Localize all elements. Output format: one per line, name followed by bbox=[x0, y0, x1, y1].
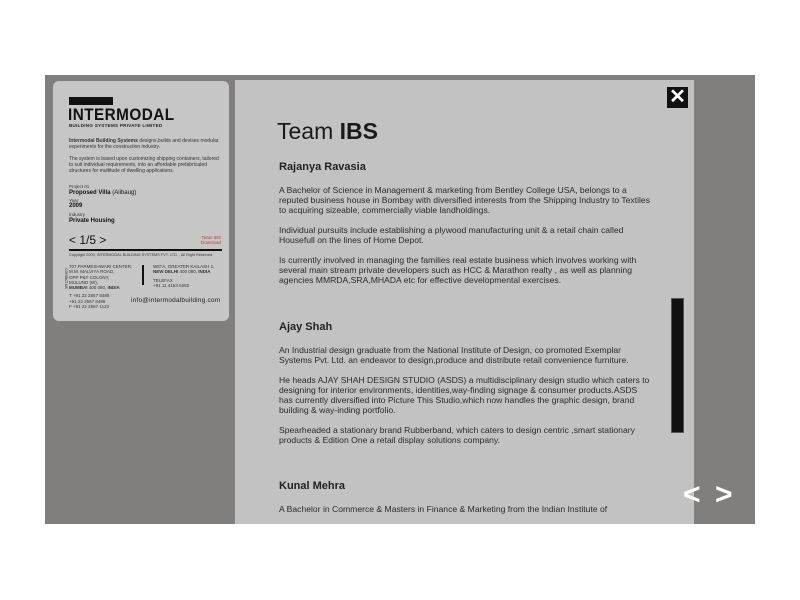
city: NEW DELHI bbox=[153, 269, 179, 275]
intro-text-2: The system is based upon customizing shipping containers, tailored to suit individual requirements, into an affordable prefabricated structures for multitude of dwelling applications. bbox=[69, 156, 219, 174]
member-name: Kunal Mehra bbox=[279, 480, 346, 492]
address-line: M.M. MALVIYA ROAD, bbox=[69, 269, 115, 275]
phone: +91 22 2567 8486 bbox=[69, 298, 106, 304]
member-bio: A Bachelor in Commerce & Masters in Finance & Marketing from the Indian Institute of bbox=[279, 504, 608, 514]
intro-rest: designs,builds and devises modular experiments for the construction industry. bbox=[69, 138, 219, 150]
city: MUMBAI bbox=[69, 285, 88, 291]
project-info-card bbox=[53, 81, 229, 321]
address-line: MULUND (W), bbox=[69, 279, 98, 285]
close-button[interactable]: ✕ bbox=[667, 87, 688, 108]
logo: INTERMODAL bbox=[68, 105, 175, 124]
pager[interactable]: < 1/5 > bbox=[69, 233, 107, 247]
address-mumbai bbox=[69, 264, 132, 309]
phone: T +91 22 2567 8485 bbox=[69, 293, 110, 299]
member-name: Ajay Shah bbox=[279, 321, 333, 333]
project-value bbox=[69, 190, 136, 196]
pin: 400 080, bbox=[178, 269, 199, 275]
intro-text bbox=[69, 138, 219, 150]
member-name: Rajanya Ravasia bbox=[279, 161, 366, 173]
intro-bold: Intermodal Building Systems bbox=[69, 138, 138, 144]
logo-subtitle: BUILDING SYSTEMS PRIVATE LIMITED bbox=[69, 123, 163, 128]
member-bio: An Industrial design graduate from the National Institute of Design, co promoted Exemplar Systems Pvt. Ltd. an endeavor to design,produce and distribute retail convenience furniture. bbox=[279, 345, 629, 365]
scrollbar[interactable] bbox=[671, 298, 684, 433]
address-line bbox=[69, 285, 132, 290]
address-line: 707,PARMESHWARI CENTER, bbox=[69, 264, 133, 269]
download-link[interactable]: Download bbox=[200, 240, 221, 245]
page-title bbox=[277, 118, 378, 145]
address-line: W57A, GREATER KAILASH 1, bbox=[153, 264, 215, 269]
title-light: Team bbox=[277, 118, 340, 144]
address-delhi bbox=[153, 264, 214, 288]
next-arrow-button[interactable]: > bbox=[715, 478, 733, 511]
prev-arrow-button[interactable]: < bbox=[683, 478, 701, 511]
member-bio: Spearheaded a stationary brand Rubberband, which caters to design centric ,smart stationary products & Edition One a retail display solutions company. bbox=[279, 425, 635, 445]
copyright: Copyright 2009, INTERMODAL BUILDING SYSTEMS PVT. LTD. , All Right Reserved. bbox=[69, 253, 214, 257]
industry-label: Industry bbox=[69, 212, 86, 217]
contact-label: contact us bbox=[63, 268, 69, 289]
telefax-label: TELEFAX bbox=[153, 277, 173, 283]
address-line bbox=[153, 269, 214, 274]
member-bio: Is currently involved in managing the families real estate business which involves working with several main stream private developers such as HCC & Marathon realty , as well as planning agencies MMRDA,SRA,MHADA etc for effective developmental exercises. bbox=[279, 255, 637, 285]
project-location: (Alibaug) bbox=[110, 190, 137, 196]
telefax: +91 11 4163 6282 bbox=[153, 282, 190, 288]
project-name: Proposed Villa bbox=[69, 190, 111, 196]
title-bold: IBS bbox=[339, 118, 378, 144]
country: INDIA bbox=[107, 285, 120, 291]
project-label: Project 01 bbox=[69, 184, 90, 189]
member-bio: He heads AJAY SHAH DESIGN STUDIO (ASDS) a multidisciplinary design studio which caters to designing for interior environments, identities,way-finding signage & consumer products.ASDS has currently diversified into Picture This Studio,which now handles the graphic design, brand building & way-inding portfolio. bbox=[279, 375, 650, 415]
year-value: 2009 bbox=[69, 203, 83, 209]
member-bio: A Bachelor of Science in Management & marketing from Bentley College USA, belongs to a reputed business house in Bombay with diversified interests from the Shipping Industry to Textiles to acquiring sizeable, commercially viable landholdings. bbox=[279, 185, 650, 215]
email-link[interactable]: info@intermodalbuilding.com bbox=[131, 297, 221, 304]
logo-bar bbox=[69, 97, 113, 105]
pin: 400 080, bbox=[87, 285, 108, 291]
industry-value: Private Housing bbox=[69, 218, 115, 224]
fax: F +91 22 2567 1122 bbox=[69, 304, 110, 310]
member-bio: Individual pursuits include establishing a plywood manufacturing unit & a retail chain called Housefull on the lines of Home Depot. bbox=[279, 225, 624, 245]
address-divider bbox=[142, 265, 144, 285]
team-panel bbox=[235, 80, 694, 524]
address-line: OPP P&T COLONY, bbox=[69, 274, 110, 280]
year-label: Year bbox=[69, 198, 79, 203]
team-link[interactable]: Team IBS bbox=[201, 235, 221, 240]
divider bbox=[69, 249, 222, 251]
country: INDIA bbox=[198, 269, 211, 275]
